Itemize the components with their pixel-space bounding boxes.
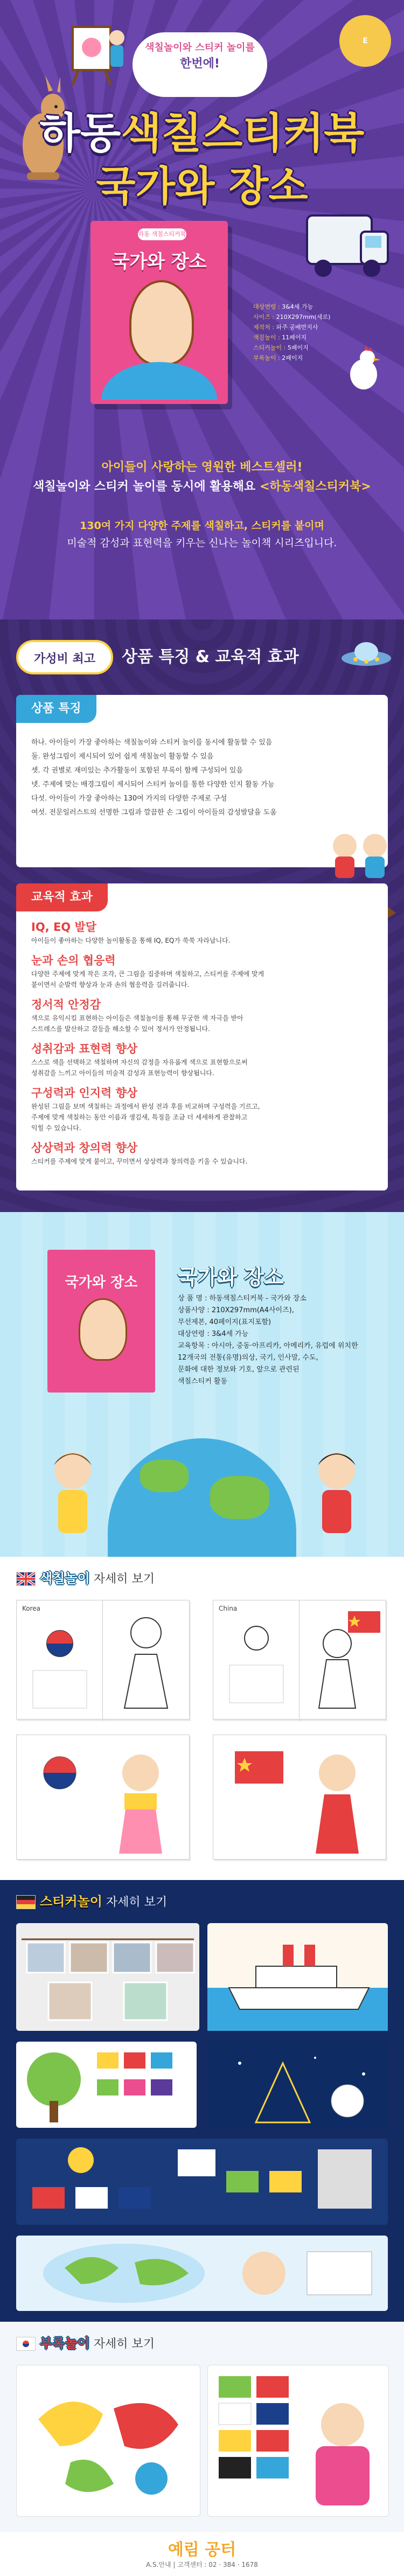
coloring-sheet-china-figure <box>299 1600 386 1719</box>
effect-desc: 성취감을 느끼고 아이들의 미술적 감성과 표현능력이 향상됩니다. <box>31 1069 214 1077</box>
coloring-section <box>0 1557 404 1880</box>
spec-line: 상품사양 : 210X297mm(A4사이즈), <box>178 1306 294 1314</box>
value-pill: 가성비 최고 <box>16 640 113 674</box>
coloring-header <box>16 1568 232 1589</box>
boy-illustration <box>79 1298 127 1361</box>
hero-intro-text <box>0 458 404 497</box>
kids-illustration <box>302 1438 372 1546</box>
sticker-page-map <box>16 2236 388 2311</box>
feature-line: 여섯. 전문일러스트의 선명한 그림과 깔끔한 손 그림이 아이들의 감성발달을 도움 <box>31 809 277 817</box>
hero-title-part1: 하동 <box>39 109 121 158</box>
hero-title-part2: 색칠스티커북 <box>121 109 365 158</box>
boy-illustration <box>129 280 194 365</box>
footer-brand: 예림 공터 <box>168 2540 236 2559</box>
effect-desc: 색으로 유익시킬 표현하는 아이들은 색칠놀이를 통해 무궁한 색 자극을 받아 <box>31 1014 243 1022</box>
sticker-page-night <box>207 2042 388 2128</box>
effect-desc: 아이들이 좋아하는 다양한 놀이활동을 통해 IQ, EQ가 쑥쑥 자라납니다. <box>31 937 231 944</box>
coloring-heading: 색칠놀이 자세히 보기 <box>40 1571 155 1586</box>
features-header <box>16 630 388 684</box>
effect-title: 성취감과 표현력 향상 <box>31 1042 138 1055</box>
spec-line: 상 품 명 : 하동색칠스티커북 - 국가와 장소 <box>178 1294 307 1303</box>
kids-illustration <box>323 824 399 883</box>
feature-line: 다섯. 아이들이 가장 좋아하는 130여 가지의 다양한 주제로 구성 <box>31 795 227 803</box>
product-features-label: 상품 특징 <box>16 695 96 723</box>
effect-desc: 주제에 맞게 색칠하는 동안 이름과 생김새, 특징을 조금 더 세세하게 관찰하고 <box>31 1113 248 1121</box>
effect-item-coordination <box>31 952 365 990</box>
effect-desc: 다양한 주제에 맞게 작은 조각, 큰 그림을 집중하며 색칠하고, 스티커를 주제에 맞게 <box>31 970 264 978</box>
educational-effects-card <box>16 883 388 1190</box>
effect-title: 정서적 안정감 <box>31 998 101 1011</box>
book-info-row: 스티커놀이 : 5페이지 <box>253 344 309 351</box>
book-cover <box>90 221 228 404</box>
appendix-header <box>16 2333 232 2354</box>
effect-desc: 스트레스를 발산하고 갈등을 해소할 수 있어 정서가 안정됩니다. <box>31 1025 210 1033</box>
effect-desc: 스스로 색을 선택하고 색칠하며 자신의 감정을 자유롭게 색으로 표현함으로써 <box>31 1059 248 1066</box>
brand-logo-circle <box>339 15 391 67</box>
hero-badge-line2: 한번에! <box>180 57 220 71</box>
sticker-page-photos <box>16 1923 199 2031</box>
spec-line: 대상연령 : 3&4세 가능 <box>178 1330 249 1338</box>
hero-badge-line1: 색칠놀이와 스티커 놀이를 <box>145 42 255 53</box>
korea-flag-icon <box>16 2337 36 2351</box>
hero-subtitle: 국가와 장소 <box>96 162 308 210</box>
sticker-page-flags <box>16 2139 388 2225</box>
effect-desc: 붙이면서 순발력 향상과 눈과 손의 협응력을 길러줍니다. <box>31 981 190 988</box>
effect-item-iq <box>31 919 365 946</box>
coloring-sheet-colored-korea <box>16 1735 190 1860</box>
features-title: 상품 특징 & 교육적 효과 <box>122 648 299 666</box>
coloring-sheet-china <box>213 1600 300 1719</box>
hero-intro-line3: 130여 가지 다양한 주제를 색칠하고, 스티커를 붙이며 <box>80 520 324 532</box>
sheet-caption: China <box>219 1605 238 1612</box>
appendix-heading: 부록놀이 자세히 보기 <box>40 2336 155 2351</box>
book-info-row: 부록놀이 : 2페이지 <box>253 354 303 361</box>
book-info-row: 사이즈 : 210X297mm(세로) <box>253 314 331 321</box>
effect-item-creativity <box>31 1140 365 1167</box>
globe-illustration <box>101 362 217 400</box>
features-section <box>0 619 404 1212</box>
rooster-illustration <box>345 345 382 393</box>
product-title: 국가와 장소 <box>178 1265 284 1289</box>
germany-flag-icon <box>16 1895 36 1909</box>
sticker-heading: 스티커놀이 자세히 보기 <box>40 1894 168 1909</box>
spec-line: 색칠스티커 활동 <box>178 1377 228 1386</box>
effect-item-cognition <box>31 1085 365 1133</box>
product-info-section <box>0 1212 404 1557</box>
uk-flag-icon <box>16 1572 36 1586</box>
sticker-section <box>0 1880 404 2322</box>
product-features-list <box>31 736 333 820</box>
effect-desc: 완성된 그림을 보며 색칠하는 과정에서 완성 전과 후를 비교하며 구성력을 기르고, <box>31 1103 260 1110</box>
truck-illustration <box>302 205 393 291</box>
book-cover-title: 국가와 장소 <box>112 251 207 273</box>
effect-title: 눈과 손의 협응력 <box>31 954 116 967</box>
book-cover-tag: 하동 색칠스티커북 <box>138 228 186 240</box>
product-book-title: 국가와 장소 <box>65 1275 138 1291</box>
product-book-cover <box>47 1250 155 1393</box>
effect-title: 구성력과 인지력 향상 <box>31 1087 138 1099</box>
effect-desc: 익힐 수 있습니다. <box>31 1124 81 1132</box>
sticker-page-tree <box>16 2042 197 2128</box>
spec-line: 무선제본, 40페이지(표지포함) <box>178 1318 271 1326</box>
spec-line: 문화에 대한 정보와 기호, 앞으로 관련된 <box>178 1366 299 1374</box>
coloring-sheet-colored-china <box>213 1735 386 1860</box>
appendix-section <box>0 2322 404 2532</box>
hero-intro-text-2 <box>0 517 404 552</box>
effect-desc: 스티커를 주제에 맞게 붙이고, 꾸미면서 상상력과 창의력을 키울 수 있습니다. <box>31 1158 248 1165</box>
hero-intro-line1: 아이들이 사랑하는 영원한 베스트셀러! <box>101 461 303 474</box>
book-info-row: 제작처 : 파주 공배반지사 <box>253 324 318 331</box>
sticker-header <box>16 1891 232 1912</box>
spec-line: 교육항목 : 아시아, 중동·아프리카, 아메리카, 유럽에 위치한 <box>178 1342 358 1350</box>
feature-line: 셋. 각 권별로 재미있는 추가활동이 포함된 부록이 함께 구성되어 있음 <box>31 767 243 775</box>
hero-section <box>0 0 404 619</box>
kids-illustration <box>38 1438 108 1546</box>
hero-intro-line4: 미술적 감성과 표현력을 키우는 신나는 놀이책 시리즈입니다. <box>67 537 337 549</box>
feature-line: 하나. 아이들이 가장 좋아하는 색칠놀이와 스티커 놀이를 동시에 활동할 수 있음 <box>31 739 273 747</box>
spec-line: 12개국의 전통(유명)의상, 국기, 인사말, 수도, <box>178 1354 318 1362</box>
feature-line: 둘. 완성그림이 제시되어 있어 쉽게 색칠놀이 활동할 수 있음 <box>31 753 214 761</box>
effect-title: 상상력과 창의력 향상 <box>31 1141 138 1154</box>
feature-line: 넷. 주제에 맞는 배경그림이 제시되어 스티커 놀이를 통한 다양한 인지 활동 가능 <box>31 781 275 789</box>
effect-title: IQ, EQ 발달 <box>31 921 97 934</box>
product-spec-list <box>178 1293 372 1388</box>
coloring-sheet-korea-figure <box>102 1600 190 1719</box>
book-info-row: 대상연령 : 3&4세 가능 <box>253 303 314 310</box>
effect-item-emotion <box>31 997 365 1034</box>
effect-item-expression <box>31 1041 365 1078</box>
ufo-icon <box>339 636 393 673</box>
appendix-page-flags <box>207 2365 389 2517</box>
sheet-caption: Korea <box>22 1605 41 1612</box>
book-info-row: 색칠놀이 : 11페이지 <box>253 334 307 341</box>
educational-effects-label: 교육적 효과 <box>16 883 108 911</box>
hero-badge <box>133 32 267 97</box>
footer-section <box>0 2532 404 2576</box>
appendix-page-map <box>16 2365 200 2517</box>
brand-logo-mark: E <box>363 37 368 45</box>
hero-intro-line2: 색칠놀이와 스티커 놀이를 동시에 활용해요 <하동색칠스티커북> <box>33 480 371 493</box>
sticker-page-ship <box>207 1923 388 2031</box>
painter-easel-illustration <box>67 16 127 86</box>
footer-info: A.S.안내 | 고객센터 : 02 · 384 · 1678 <box>146 2561 258 2568</box>
hero-title <box>0 100 404 160</box>
coloring-sheet-korea <box>16 1600 103 1719</box>
